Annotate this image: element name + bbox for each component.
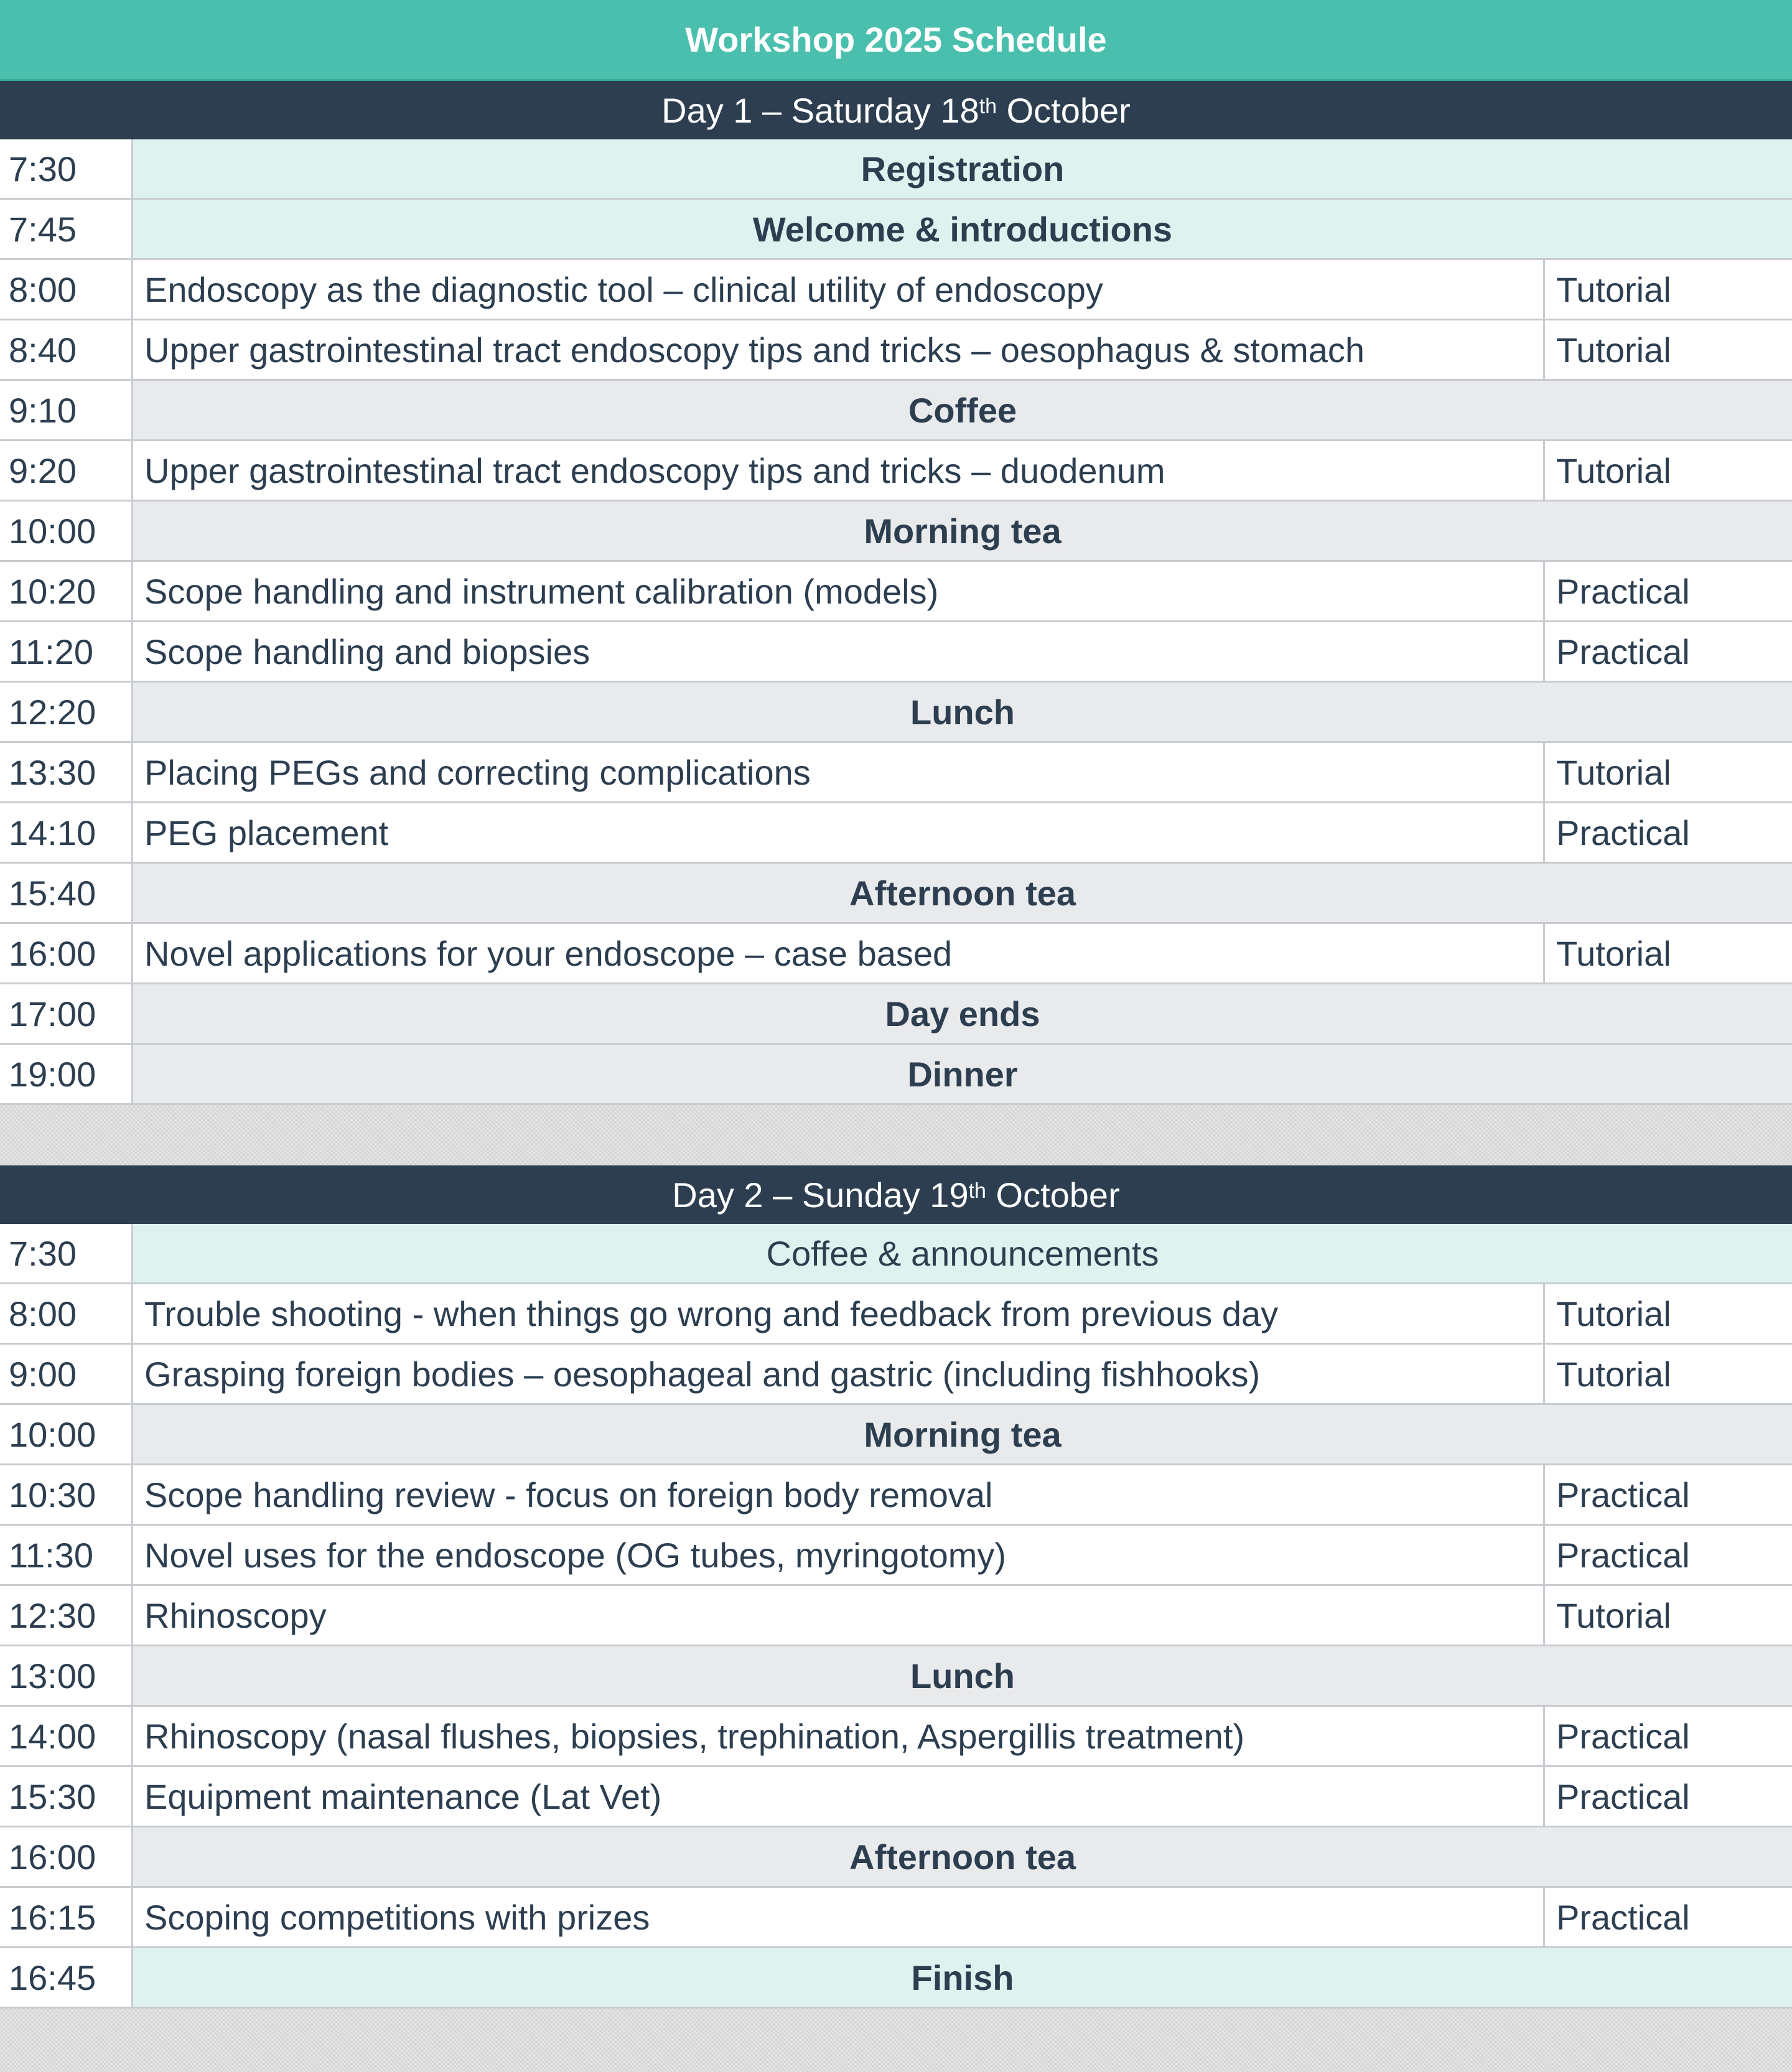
time-cell: 9:00 <box>0 1345 133 1403</box>
break-row <box>0 1948 1792 2009</box>
time-cell: 14:00 <box>0 1707 133 1765</box>
break-label: Morning tea <box>133 1405 1792 1463</box>
time-cell: 16:00 <box>0 924 133 982</box>
session-row <box>0 1707 1792 1767</box>
session-title: Rhinoscopy (nasal flushes, biopsies, trephination, Aspergillis treatment) <box>133 1707 1543 1765</box>
break-row <box>0 502 1792 562</box>
time-cell: 7:30 <box>0 139 133 198</box>
session-title: Scoping competitions with prizes <box>133 1888 1543 1946</box>
session-type: Practical <box>1543 1707 1792 1765</box>
time-cell: 9:10 <box>0 381 133 439</box>
session-type: Practical <box>1543 622 1792 681</box>
session-type: Practical <box>1543 562 1792 620</box>
session-title: Rhinoscopy <box>133 1586 1543 1645</box>
session-type: Tutorial <box>1543 1345 1792 1403</box>
time-cell: 7:30 <box>0 1224 133 1282</box>
time-cell: 11:30 <box>0 1526 133 1584</box>
break-label: Dinner <box>133 1045 1792 1103</box>
section-spacer <box>0 2009 1792 2072</box>
session-type: Tutorial <box>1543 743 1792 801</box>
break-label: Afternoon tea <box>133 1827 1792 1886</box>
session-title: Upper gastrointestinal tract endoscopy tips and tricks – duodenum <box>133 441 1543 500</box>
time-cell: 10:00 <box>0 1405 133 1463</box>
session-title: Scope handling and biopsies <box>133 622 1543 681</box>
break-row <box>0 683 1792 743</box>
session-title: Novel uses for the endoscope (OG tubes, myringotomy) <box>133 1526 1543 1584</box>
session-type: Tutorial <box>1543 1284 1792 1343</box>
day-header-month: October <box>986 1175 1120 1215</box>
time-cell: 16:00 <box>0 1827 133 1886</box>
day-header-month: October <box>997 90 1131 130</box>
session-type: Practical <box>1543 1465 1792 1524</box>
session-row <box>0 1526 1792 1586</box>
day-section <box>0 81 1792 1105</box>
session-row <box>0 1284 1792 1345</box>
session-type: Practical <box>1543 803 1792 862</box>
session-row <box>0 1345 1792 1405</box>
time-cell: 13:00 <box>0 1646 133 1705</box>
session-type: Practical <box>1543 1888 1792 1946</box>
time-cell: 19:00 <box>0 1045 133 1103</box>
break-label: Lunch <box>133 683 1792 741</box>
day-header-date: Day 2 – Sunday 19 <box>672 1175 969 1215</box>
break-label: Finish <box>133 1948 1792 2007</box>
day-header: Day 1 – Saturday 18 $^{th}$ October <box>0 81 1792 139</box>
break-label: Lunch <box>133 1646 1792 1705</box>
session-row <box>0 1888 1792 1948</box>
break-row <box>0 139 1792 200</box>
session-row <box>0 320 1792 381</box>
time-cell: 16:45 <box>0 1948 133 2007</box>
session-row <box>0 562 1792 622</box>
section-spacer <box>0 1105 1792 1165</box>
session-type: Tutorial <box>1543 924 1792 982</box>
break-row <box>0 864 1792 924</box>
time-cell: 16:15 <box>0 1888 133 1946</box>
session-title: Scope handling and instrument calibration (models) <box>133 562 1543 620</box>
time-cell: 17:00 <box>0 984 133 1043</box>
time-cell: 7:45 <box>0 200 133 258</box>
time-cell: 13:30 <box>0 743 133 801</box>
break-row <box>0 1045 1792 1105</box>
session-row <box>0 924 1792 984</box>
time-cell: 11:20 <box>0 622 133 681</box>
session-type: Tutorial <box>1543 441 1792 500</box>
session-type: Tutorial <box>1543 1586 1792 1645</box>
session-title: Equipment maintenance (Lat Vet) <box>133 1767 1543 1826</box>
time-cell: 8:00 <box>0 260 133 319</box>
break-label: Welcome & introductions <box>133 200 1792 258</box>
break-label: Registration <box>133 139 1792 198</box>
session-title: PEG placement <box>133 803 1543 862</box>
session-title: Upper gastrointestinal tract endoscopy tips and tricks – oesophagus & stomach <box>133 320 1543 379</box>
time-cell: 10:00 <box>0 502 133 560</box>
break-row <box>0 1827 1792 1888</box>
time-cell: 15:30 <box>0 1767 133 1826</box>
session-row <box>0 743 1792 803</box>
break-label: Day ends <box>133 984 1792 1043</box>
session-row <box>0 1586 1792 1646</box>
session-type: Tutorial <box>1543 260 1792 319</box>
session-title: Placing PEGs and correcting complications <box>133 743 1543 801</box>
session-row <box>0 260 1792 320</box>
break-label: Coffee & announcements <box>133 1224 1792 1282</box>
session-row <box>0 1767 1792 1827</box>
time-cell: 9:20 <box>0 441 133 500</box>
session-row <box>0 441 1792 502</box>
session-title: Scope handling review - focus on foreign body removal <box>133 1465 1543 1524</box>
time-cell: 15:40 <box>0 864 133 922</box>
break-row <box>0 200 1792 260</box>
break-row <box>0 381 1792 441</box>
session-title: Novel applications for your endoscope – case based <box>133 924 1543 982</box>
session-type: Tutorial <box>1543 320 1792 379</box>
day-header: Day 2 – Sunday 19 $^{th}$ October <box>0 1165 1792 1224</box>
time-cell: 12:30 <box>0 1586 133 1645</box>
time-cell: 12:20 <box>0 683 133 741</box>
schedule-title: Workshop 2025 Schedule <box>0 0 1792 81</box>
break-label: Afternoon tea <box>133 864 1792 922</box>
break-row <box>0 984 1792 1045</box>
break-row <box>0 1405 1792 1465</box>
day-header-date: Day 1 – Saturday 18 <box>661 90 979 130</box>
schedule-days <box>0 81 1792 2072</box>
break-label: Coffee <box>133 381 1792 439</box>
session-row <box>0 1465 1792 1526</box>
session-type: Practical <box>1543 1526 1792 1584</box>
time-cell: 10:30 <box>0 1465 133 1524</box>
break-row <box>0 1224 1792 1284</box>
time-cell: 8:40 <box>0 320 133 379</box>
session-row <box>0 622 1792 683</box>
session-row <box>0 803 1792 864</box>
session-type: Practical <box>1543 1767 1792 1826</box>
time-cell: 8:00 <box>0 1284 133 1343</box>
session-title: Endoscopy as the diagnostic tool – clinical utility of endoscopy <box>133 260 1543 319</box>
break-label: Morning tea <box>133 502 1792 560</box>
time-cell: 10:20 <box>0 562 133 620</box>
session-title: Trouble shooting - when things go wrong and feedback from previous day <box>133 1284 1543 1343</box>
break-row <box>0 1646 1792 1707</box>
time-cell: 14:10 <box>0 803 133 862</box>
session-title: Grasping foreign bodies – oesophageal and gastric (including fishhooks) <box>133 1345 1543 1403</box>
day-section <box>0 1165 1792 2009</box>
